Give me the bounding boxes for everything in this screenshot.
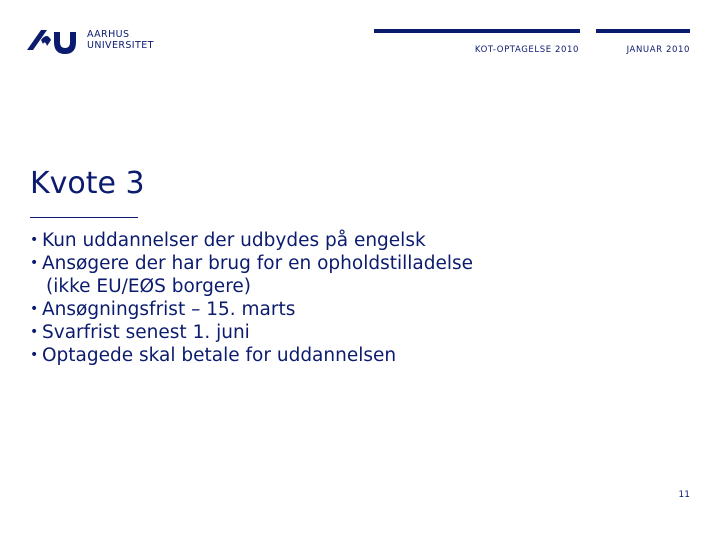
bullet-item (30, 321, 690, 344)
header-bar-right (596, 29, 690, 33)
slide-title: Kvote 3 (30, 166, 145, 201)
logo-line-1: AARHUS (87, 29, 130, 40)
bullet-item (30, 252, 690, 298)
bullet-text: Optagede skal betale for uddannelsen (42, 345, 397, 366)
bullet-item (30, 229, 690, 252)
header-date-label: JANUAR 2010 (626, 45, 690, 55)
bullet-text: Ansøgningsfrist – 15. marts (42, 299, 296, 320)
bullet-list (30, 229, 690, 367)
bullet-item (30, 344, 690, 367)
header-bar-left (374, 29, 580, 33)
bullet-text: Kun uddannelser der udbydes på engelsk (42, 230, 426, 251)
university-name (87, 29, 154, 51)
bullet-item (30, 298, 690, 321)
aarhus-university-logo-mark-icon (27, 26, 77, 54)
bullet-continuation: (ikke EU/EØS borgere) (46, 276, 251, 297)
bullet-text: Ansøgere der har brug for en opholdstilladelse (42, 253, 474, 274)
bullet-text: Svarfrist senest 1. juni (42, 322, 250, 343)
university-logo (27, 26, 187, 56)
page-number: 11 (678, 490, 690, 500)
header-event-label: KOT-OPTAGELSE 2010 (474, 45, 579, 55)
title-underline (30, 217, 138, 218)
logo-line-2: UNIVERSITET (87, 40, 154, 51)
